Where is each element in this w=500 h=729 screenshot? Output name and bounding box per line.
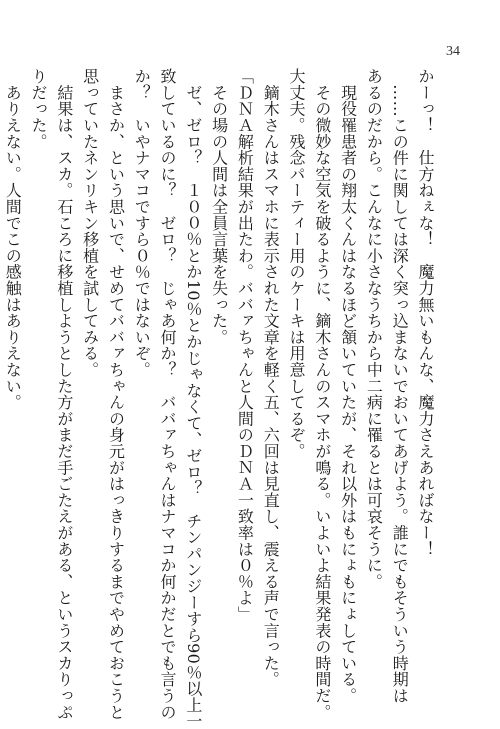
text-line: 致しているのに？ ゼロ？ じゃあ何か？ ババァちゃんはナマコか何かだとでも言うの: [158, 68, 178, 720]
text-line: まさか、という思いで、せめてババァちゃんの身元がはっきりするまでやめておこうと: [106, 68, 126, 720]
text-line: か？ いやナマコですら０％ではないぞ。: [132, 68, 152, 378]
text-line: 現役罹患者の翔太くんはなるほど頷いていたが、それ以外はもにょもにょしている。: [338, 68, 358, 704]
text-line: あるのだから。こんなに小さなうちから中二病に罹るとは可哀そうに。: [364, 68, 384, 590]
text-line: 「ＤＮＡ解析結果が出たわ。ババァちゃんと人間のＤＮＡ一致率は０％よ」: [235, 68, 255, 623]
page-number: 34: [446, 44, 460, 59]
text-line: ありえない。人間でこの感触はありえない。: [3, 68, 23, 411]
text-line: かーっ！ 仕方ねぇな！ 魔力無いもんな、魔力さえあればなー！: [416, 68, 435, 557]
text-line: 結果は、スカ。石ころに移植しようとした方がまだ手ごたえがある、というスカりっぷ: [54, 68, 74, 720]
text-line: 鏑木さんはスマホに表示された文章を軽く五、六回は見直し、震える声で言った。: [261, 68, 281, 688]
text-line: 思っていたネンリキン移植を試してみる。: [80, 68, 100, 378]
text-line: その場の人間は全員言葉を失った。: [209, 68, 229, 346]
text-line: ……この件に関しては深く突っ込まないでおいてあげよう。誰にでもそういう時期は: [390, 68, 410, 704]
text-line: ゼ、ゼロ？ １００％とか10％とかじゃなくて、ゼロ？ チンパンジーすら90％以上一: [183, 68, 203, 729]
text-line: りだった。: [29, 68, 49, 150]
vertical-text-body: [3, 68, 438, 729]
text-line: 大丈夫。残念パーティー用のケーキは用意してるぞ。: [287, 68, 307, 460]
text-line: その微妙な空気を破るように、鏑木さんのスマホが鳴る。いよいよ結果発表の時間だ。: [312, 68, 332, 720]
